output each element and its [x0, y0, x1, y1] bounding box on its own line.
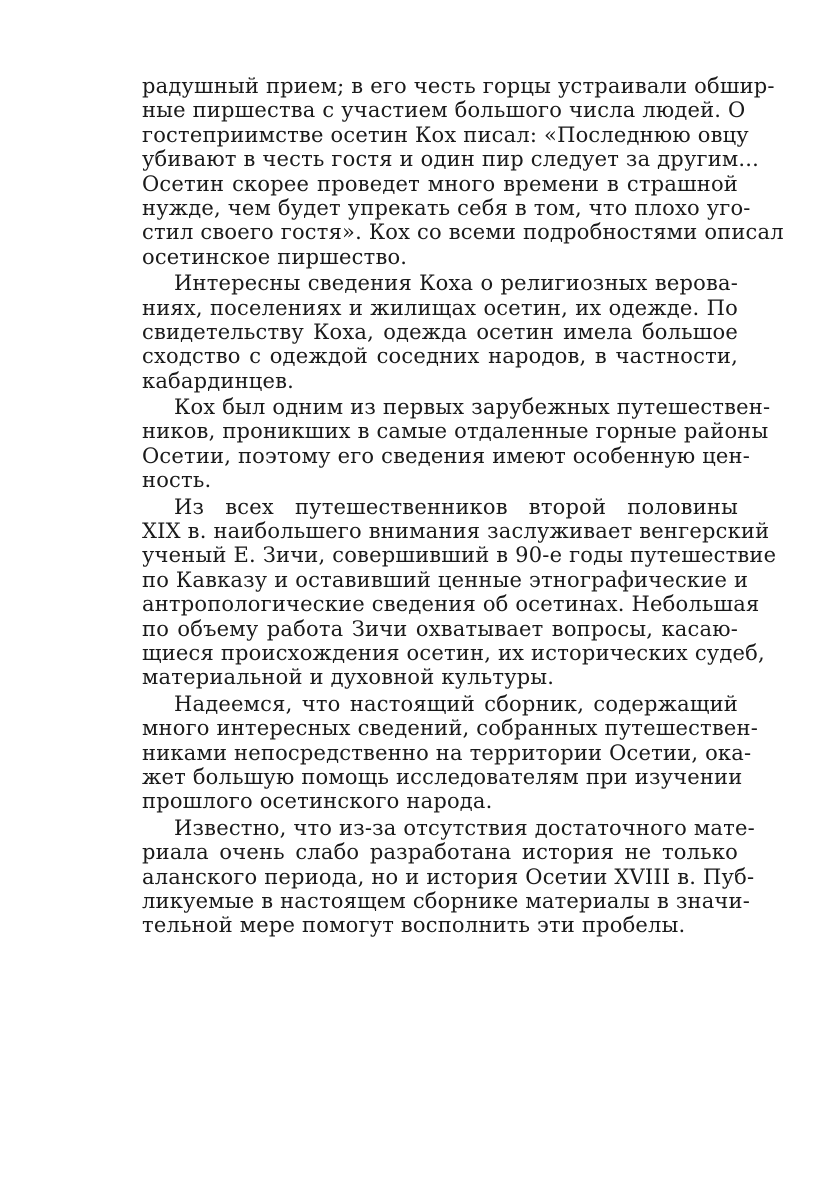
text-line: осетинское пиршество.: [142, 244, 408, 269]
text-line: ников, проникших в самые отдаленные горные районы: [142, 419, 769, 444]
text-line: Кох был одним из первых зарубежных путешествен-: [174, 395, 771, 420]
text-line: ниях, поселениях и жилищах осетин, их одежде. По: [142, 295, 738, 320]
text-line: кабардинцев.: [142, 368, 295, 393]
paragraph-4: [142, 494, 777, 690]
text-line: много интересных сведений, собранных путешествен-: [142, 716, 759, 741]
text-line: нужде, чем будет упрекать себя в том, что плохо уго-: [142, 195, 751, 220]
text-line: аланского периода, но и история Осетии XVIII в. Пуб-: [142, 864, 755, 889]
text-line: Осетин скорее проведет много времени в страшной: [142, 171, 738, 196]
text-line: Известно, что из-за отсутствия достаточного мате-: [174, 815, 755, 840]
text-line: убивают в честь гостя и один пир следует за другим...: [142, 147, 760, 172]
paragraph-2: [142, 271, 738, 393]
paragraph-3: [142, 395, 771, 493]
text-line: никами непосредственно на территории Осетии, ока-: [142, 740, 752, 765]
text-line: жет большую помощь исследователям при изучении: [142, 764, 743, 789]
text-line: Осетии, поэтому его сведения имеют особенную цен-: [142, 443, 751, 468]
text-line: Надеемся, что настоящий сборник, содержащий: [174, 691, 738, 716]
text-line: гостеприимстве осетин Кох писал: «Последнюю овцу: [142, 122, 749, 147]
text-line: Интересны сведения Коха о религиозных верова-: [174, 271, 738, 296]
text-line: щиеся происхождения осетин, их исторических судеб,: [142, 640, 765, 665]
page-body: [142, 74, 784, 940]
text-line: прошлого осетинского народа.: [142, 789, 493, 814]
text-line: ликуемые в настоящем сборнике материалы в значи-: [142, 888, 750, 913]
text-line: по Кавказу и оставивший ценные этнографические и: [142, 567, 749, 592]
text-line: радушный прием; в его честь горцы устраивали обшир-: [142, 74, 775, 98]
text-line: тельной мере помогут восполнить эти пробелы.: [142, 913, 686, 938]
text-line: по объему работа Зичи охватывает вопросы, касаю-: [142, 616, 738, 641]
text-line: материальной и духовной культуры.: [142, 665, 555, 690]
text-line: антропологические сведения об осетинах. Небольшая: [142, 592, 760, 617]
paragraph-6: [142, 815, 755, 938]
text-line: XIX в. наибольшего внимания заслуживает венгерский: [142, 519, 770, 544]
text-line: ученый Е. Зичи, совершивший в 90-е годы путешествие: [142, 543, 777, 568]
text-line: ные пиршества с участием большого числа людей. О: [142, 98, 746, 123]
text-line: ность.: [142, 468, 212, 493]
text-line: стил своего гостя». Кох со всеми подробностями описал: [142, 220, 784, 245]
text-line: сходство с одеждой соседних народов, в частности,: [142, 344, 738, 369]
text-line: Из всех путешественников второй половины: [174, 494, 738, 519]
text-line: риала очень слабо разработана история не только: [142, 840, 738, 865]
paragraph-1: [142, 74, 784, 269]
text-line: свидетельству Коха, одежда осетин имела большое: [142, 319, 738, 344]
paragraph-5: [142, 691, 759, 814]
